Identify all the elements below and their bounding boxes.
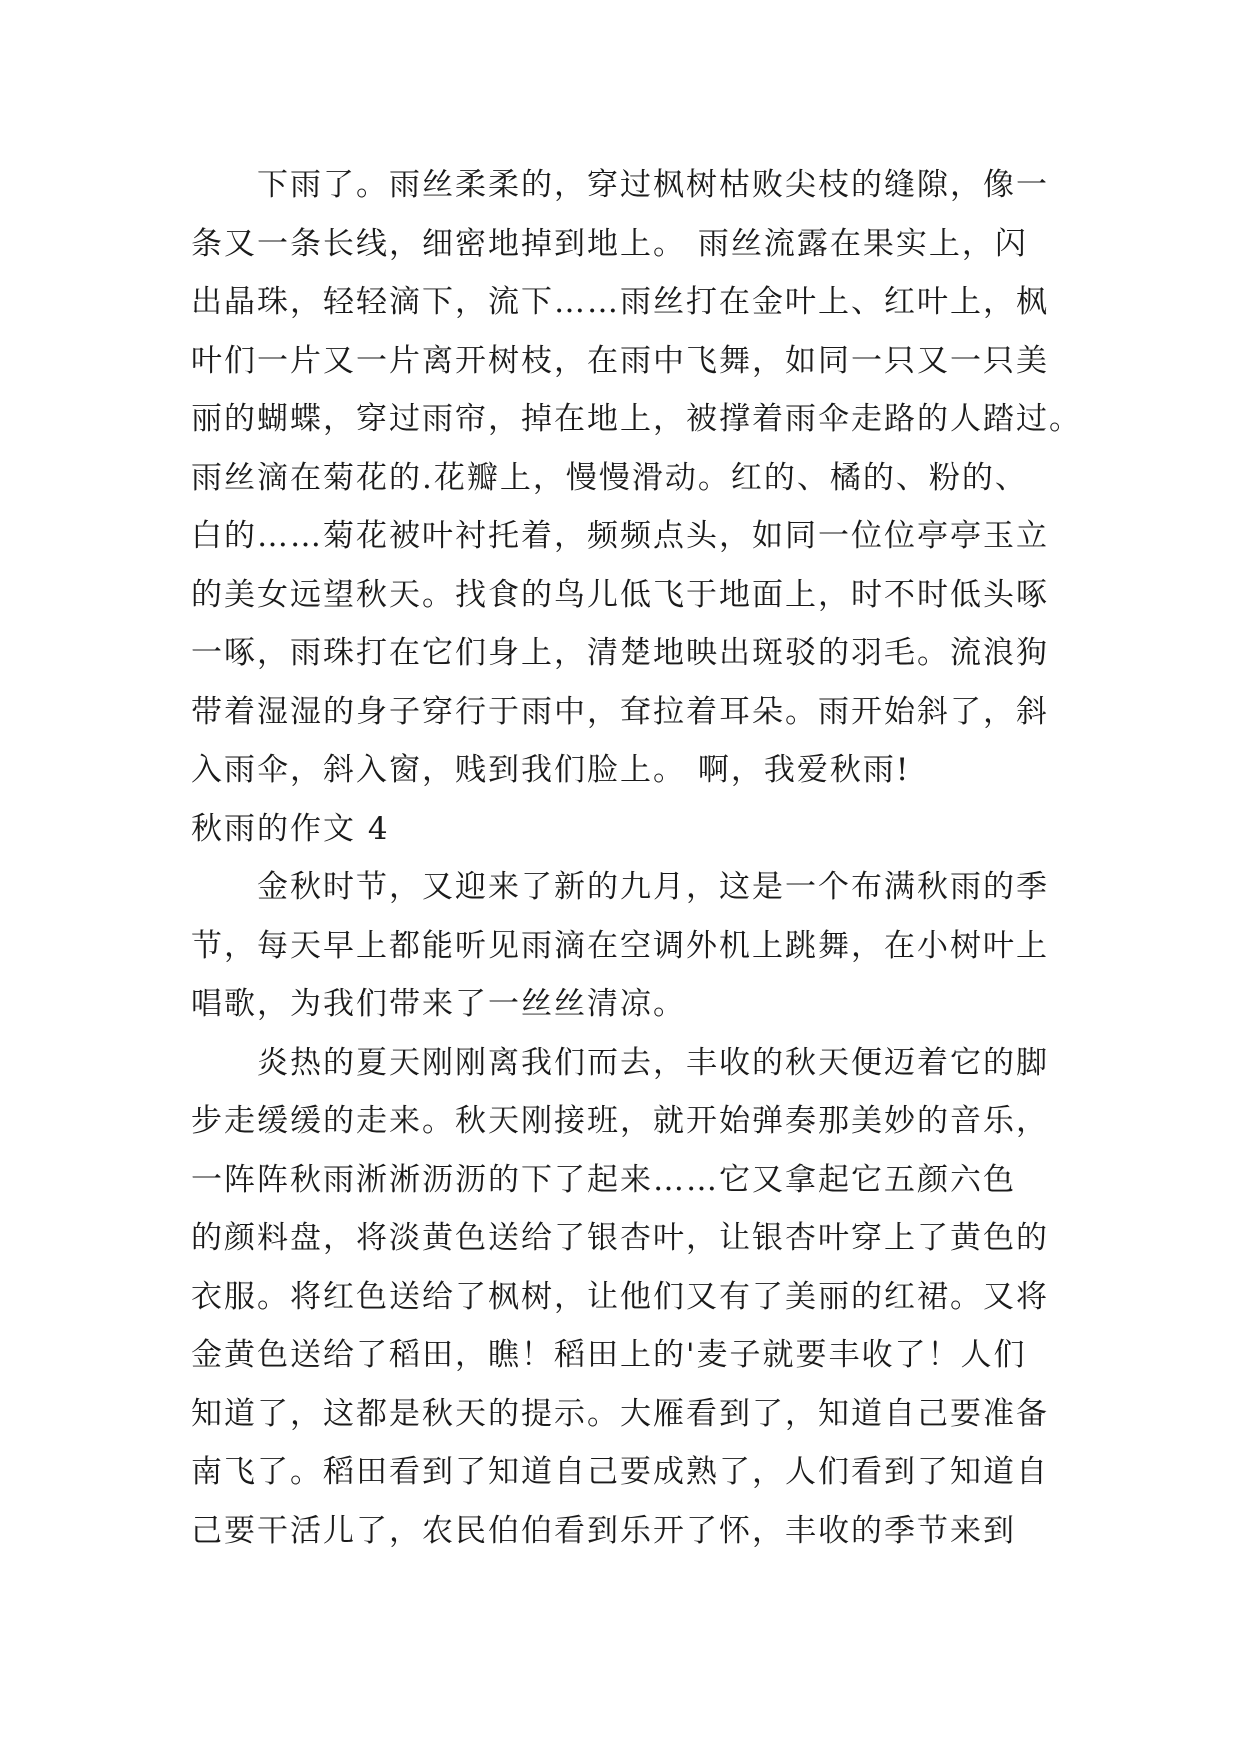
paragraph-line: 知道了，这都是秋天的提示。大雁看到了，知道自己要准备 bbox=[191, 1395, 1049, 1432]
paragraph-line: 衣服。将红色送给了枫树，让他们又有了美丽的红裙。又将 bbox=[191, 1278, 1049, 1315]
paragraph-line: 一阵阵秋雨淅淅沥沥的下了起来……它又拿起它五颜六色 bbox=[191, 1161, 1016, 1198]
paragraph-line: 丽的蝴蝶，穿过雨帘，掉在地上，被撑着雨伞走路的人踏过。 bbox=[191, 401, 1082, 437]
paragraph-line: 一啄，雨珠打在它们身上，清楚地映出斑驳的羽毛。流浪狗 bbox=[191, 635, 1049, 671]
paragraph-line: 叶们一片又一片离开树枝，在雨中飞舞，如同一只又一只美 bbox=[191, 342, 1049, 379]
paragraph-line: 雨丝滴在菊花的.花瓣上，慢慢滑动。红的、橘的、粉的、 bbox=[191, 459, 1028, 496]
paragraph-line: 的颜料盘，将淡黄色送给了银杏叶，让银杏叶穿上了黄色的 bbox=[191, 1220, 1049, 1256]
paragraph-line: 金黄色送给了稻田，瞧！稻田上的'麦子就要丰收了！人们 bbox=[191, 1337, 1027, 1373]
paragraph-line: 金秋时节，又迎来了新的九月，这是一个布满秋雨的季 bbox=[257, 869, 1049, 905]
paragraph-line: 步走缓缓的走来。秋天刚接班，就开始弹奏那美妙的音乐， bbox=[191, 1103, 1049, 1139]
paragraph-line: 节，每天早上都能听见雨滴在空调外机上跳舞，在小树叶上 bbox=[191, 927, 1049, 964]
section-heading: 秋雨的作文 4 bbox=[191, 810, 390, 847]
paragraph-2 bbox=[191, 858, 1071, 1034]
paragraph-1 bbox=[191, 156, 1082, 800]
paragraph-line: 己要干活儿了，农民伯伯看到乐开了怀，丰收的季节来到 bbox=[191, 1512, 1016, 1549]
essay-text bbox=[191, 156, 1082, 1560]
paragraph-line: 下雨了。雨丝柔柔的，穿过枫树枯败尖枝的缝隙，像一 bbox=[257, 167, 1049, 203]
paragraph-line: 南飞了。稻田看到了知道自己要成熟了，人们看到了知道自 bbox=[191, 1454, 1049, 1490]
paragraph-line: 的美女远望秋天。找食的鸟儿低飞于地面上，时不时低头啄 bbox=[191, 576, 1049, 613]
paragraph-line: 炎热的夏天刚刚离我们而去，丰收的秋天便迈着它的脚 bbox=[257, 1044, 1049, 1081]
paragraph-line: 带着湿湿的身子穿行于雨中，耷拉着耳朵。雨开始斜了，斜 bbox=[191, 693, 1049, 730]
paragraph-line: 入雨伞，斜入窗，贱到我们脸上。 啊，我爱秋雨! bbox=[191, 752, 911, 788]
paragraph-line: 白的……菊花被叶衬托着，频频点头，如同一位位亭亭玉立 bbox=[191, 518, 1049, 554]
paragraph-3 bbox=[191, 1034, 1071, 1561]
paragraph-line: 出晶珠，轻轻滴下，流下……雨丝打在金叶上、红叶上，枫 bbox=[191, 284, 1049, 320]
paragraph-line: 唱歌，为我们带来了一丝丝清凉。 bbox=[191, 986, 686, 1022]
paragraph-line: 条又一条长线，细密地掉到地上。 雨丝流露在果实上，闪 bbox=[191, 225, 1028, 262]
